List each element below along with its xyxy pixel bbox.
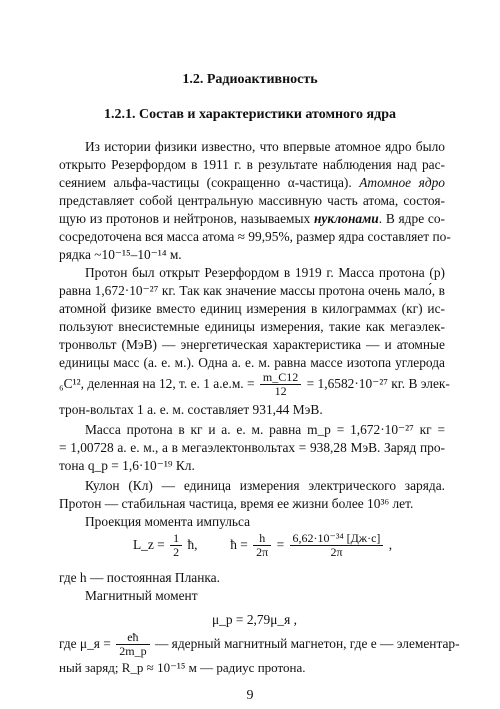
bold-italic-term: нуклонами [313,211,379,226]
paragraph-line: где h — постоянная Планка. [59,570,220,585]
paragraph-line: Кулон (Кл) — единица измерения электрического заряда. [85,478,445,493]
paragraph-line: сеянием альфа-частицы (сокращенно α-частица). Атомное ядро [59,175,445,190]
fraction: $\frac{\text{6,62·10⁻³⁴ [Дж·с]}}{2\pi}$ [290,532,384,559]
paragraph-line: представляет собой центральную массивную часть атома, состоя- [59,193,445,208]
paragraph-line: = 1,00728 а. е. м., а в мегаэлектонвольтах = 938,28 МэВ. Заряд про- [59,440,445,455]
paragraph-line: тона q_p = 1,6·10⁻¹⁹ Кл. [59,458,195,473]
paragraph-line: ный заряд; R_p ≈ 10⁻¹⁵ м — радиус протона. [59,660,306,675]
paragraph-line: Проекция момента импульса [85,514,251,529]
italic-term: Атомное ядро [359,175,445,190]
fraction: $\frac{m\_C12}{12}$ [260,371,301,398]
paragraph-line: сосредоточена вся масса атома ≈ 99,95%, размер ядра составляет по- [59,229,451,244]
paragraph-line-with-fraction: ₆C¹², деленная на 12, т. е. 1 а.е.м. = $\frac{m\_C12}{12}$ = 1,6582·10⁻²⁷ кг. В элек- [59,370,450,399]
fraction: $\frac{eħ}{2m\_p}$ [116,631,149,658]
paragraph-line: тронвольт (МэВ) — энергетическая характеристика — и атомные [59,337,445,352]
paragraph-line: трон-вольтах 1 а. е. м. составляет 931,44 МэВ. [59,402,323,417]
paragraph-line: равна 1,672·10⁻²⁷ кг. Так как значение массы протона очень мало́, в [59,283,445,298]
section-title: 1.2. Радиоактивность [182,72,318,87]
paragraph-line: единицы масс (а. е. м.). Одна а. е. м. равна массе изотопа углерода [59,355,445,370]
paragraph-line: Протон — стабильная частица, время ее жизни более 10³⁶ лет. [59,496,414,511]
formula-angular-momentum: L_z = $\frac{1}{2}$ ħ, ħ = $\frac{h}{2\pi}$ = $\frac{\text{6,62·10⁻³⁴ [Дж·с]}}{2\pi}$ , [133,531,393,560]
paragraph-line: открыто Резерфордом в 1911 г. в результате наблюдения над рас- [59,157,445,172]
paragraph-line: Протон был открыт Резерфордом в 1919 г. Масса протона (p) [85,265,445,280]
subsection-title: 1.2.1. Состав и характеристики атомного ядра [103,107,397,122]
formula-magnetic-moment: μ_p = 2,79μ_я , [212,612,297,627]
paragraph-line: Масса протона в кг и а. е. м. равна m_p = 1,672·10⁻²⁷ кг = [85,422,445,437]
paragraph-line: щую из протонов и нейтронов, называемых нуклонами. В ядре со- [59,211,445,226]
paragraph-line: рядка ~10⁻¹⁵–10⁻¹⁴ м. [59,247,182,262]
paragraph-line: атомной физике вместо единиц измерения в килограммах (кг) ис- [59,301,445,316]
fraction: $\frac{h}{2\pi}$ [253,532,271,559]
paragraph-line-with-fraction: где μ_я = $\frac{eħ}{2m\_p}$ — ядерный магнитный магнетон, где e — элементар- [59,630,460,659]
paragraph-line: Магнитный момент [85,588,198,603]
paragraph-line: Из истории физики известно, что впервые атомное ядро было [85,139,445,154]
page-number: 9 [246,688,254,703]
paragraph-line: пользуют внесистемные единицы измерения, такие как мегаэлек- [59,319,445,334]
fraction: $\frac{1}{2}$ [170,532,182,559]
